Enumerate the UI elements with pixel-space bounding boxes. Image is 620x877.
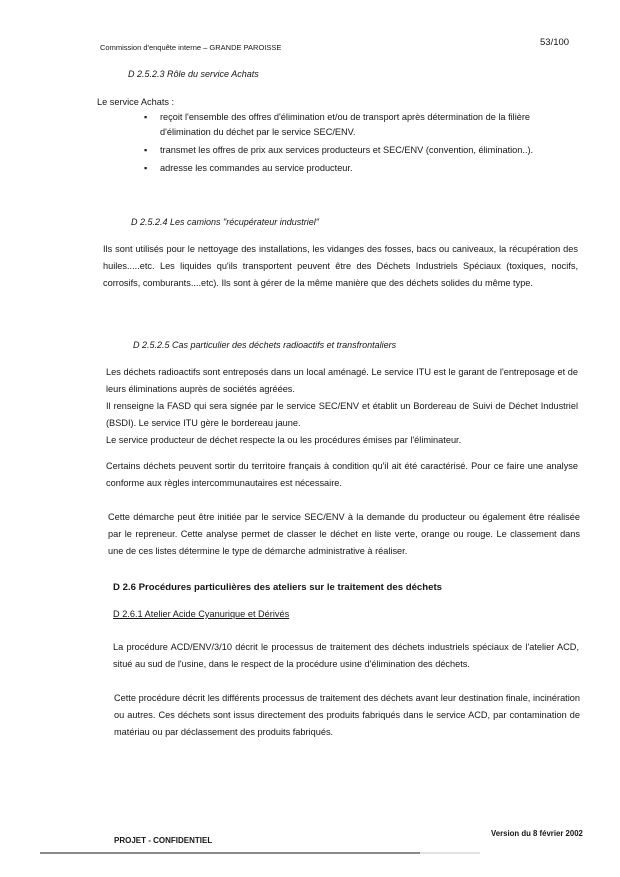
paragraph-demarche: Cette démarche peut être initiée par le service SEC/ENV à la demande du producteur ou également être réalisée par le repreneur. Cette analyse permet de classer le déchet en liste verte, orange ou rouge. Le classement dans une de ces listes détermine le type de démarche administrative à réaliser. (108, 512, 580, 556)
paragraph-processus: Cette procédure décrit les différents processus de traitement des déchets avant leur destination finale, incinération ou autres. Ces déchets sont issus directement des produits fabriqués dans le service ACD, par contamination de matériau ou par déclassement des produits fabriqués. (114, 693, 580, 737)
section-heading-2523: D 2.5.2.3 Rôle du service Achats (128, 69, 259, 79)
paragraph-radioactifs-2: Il renseigne la FASD qui sera signée par le service SEC/ENV et établit un Bordereau de Suivi de Déchet Industriel (BSDI). Le service ITU gère le bordereau jaune. (106, 401, 578, 428)
bullet-item: ▪ transmet les offres de prix aux services producteurs et SEC/ENV (convention, élimination..). (140, 143, 576, 158)
paragraph-camions: Ils sont utilisés pour le nettoyage des installations, les vidanges des fosses, bacs ou caniveaux, la récupération des huiles.....etc. Les liquides qu'ils transportent peuvent être des Déchets Industriels Spéciaux (toxiques, nocifs, corrosifs, comburants....etc). Ils sont à gérer de la même manière que des déchets solides du même type. (103, 244, 578, 288)
subsection-heading-261: D 2.6.1 Atelier Acide Cyanurique et Dérivés (113, 609, 290, 619)
paragraph-radioactifs-1: Les déchets radioactifs sont entreposés dans un local aménagé. Le service ITU est le garant de l'entreposage et de leurs éliminations auprès de sociétés agréées. (106, 367, 578, 394)
paragraph-radioactifs-3: Le service producteur de déchet respecte la ou les procédures émises par l'éliminateur. (106, 435, 462, 445)
footer-version: Version du 8 février 2002 (491, 829, 583, 838)
footer-confidential: PROJET - CONFIDENTIEL (114, 836, 213, 845)
header-title: Commission d'enquête interne – GRANDE PAROISSE (100, 43, 282, 52)
page-number: 53/100 (540, 37, 570, 48)
scan-artifact-line (40, 850, 520, 856)
lead-service-achats: Le service Achats : (97, 97, 175, 107)
section-heading-26: D 2.6 Procédures particulières des ateliers sur le traitement des déchets (113, 582, 442, 593)
paragraph-procedure-acd: La procédure ACD/ENV/3/10 décrit le processus de traitement des déchets industriels spéciaux de l'atelier ACD, situé au sud de l'usine, dans le respect de la procédure usine d'élimination des déchets. (113, 642, 579, 669)
section-heading-2524: D 2.5.2.4 Les camions "récupérateur industriel" (131, 217, 319, 227)
bullet-item: ▪ adresse les commandes au service producteur. (140, 161, 576, 176)
bullet-list-achats (140, 110, 576, 179)
paragraph-transfrontaliers: Certains déchets peuvent sortir du territoire français à condition qu'il ait été caractérisé. Pour ce faire une analyse conforme aux règles intercommunautaires est nécessaire. (106, 461, 578, 488)
section-heading-2525: D 2.5.2.5 Cas particulier des déchets radioactifs et transfrontaliers (133, 340, 397, 350)
bullet-item: ▪ reçoit l'ensemble des offres d'élimination et/ou de transport après détermination de la filière d'élimination du déchet par le service SEC/ENV. (140, 110, 576, 140)
